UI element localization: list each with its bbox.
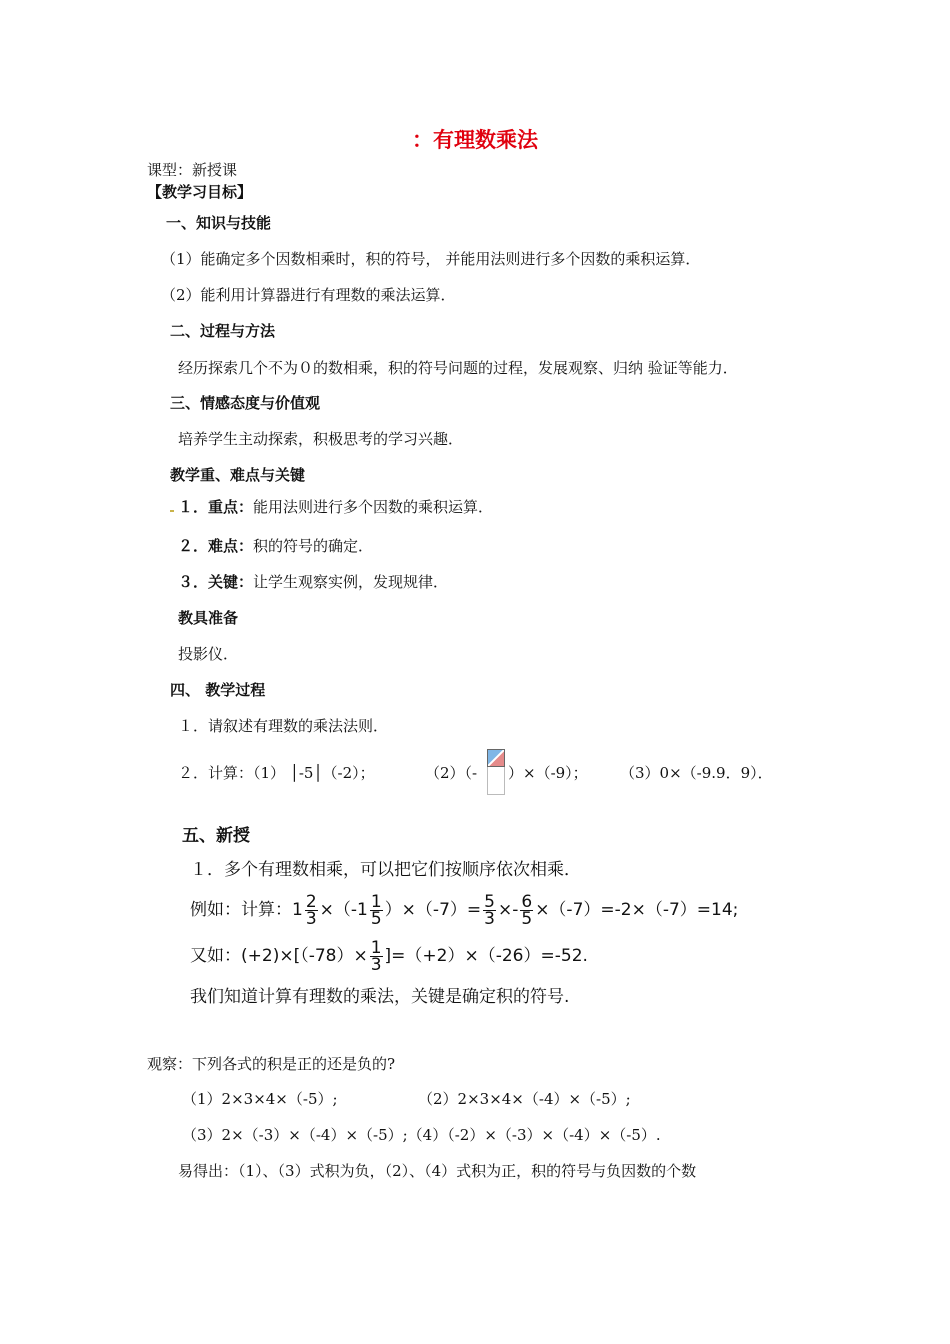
section1-item2: （2）能利用计算器进行有理数的乘法运算． [161, 286, 456, 304]
calc-2-start: （2）（- [425, 764, 478, 782]
observe-q1: （1）2×3×4×（-5）; [182, 1090, 338, 1108]
observe-q2: （2）2×3×4×（-4）×（-5）; [418, 1090, 631, 1108]
key-point-1 [178, 497, 493, 517]
section1-item1: （1）能确定多个因数相乘时，积的符号， 并能用法则进行多个因数的乘积运算． [161, 250, 701, 268]
observe-conclusion: 易得出：（1）、（3）式积为负，（2）、（4）式积为正，积的符号与负因数的个数 [178, 1162, 697, 1180]
section4-heading: 四、 教学过程 [170, 681, 266, 699]
sign-note: 我们知道计算有理数的乘法，关键是确定积的符号. [190, 987, 570, 1007]
key-points-heading: 教学重、难点与关键 [170, 466, 306, 484]
section4-item1: １．请叙述有理数的乘法法则． [178, 717, 389, 735]
key-point-1-text: 能用法则进行多个因数的乘积运算． [253, 498, 494, 516]
example-2-tail: ]=（+2）×（-26）=-52. [384, 946, 588, 966]
fraction-six-fifths: $\frac{6}{5}$ [521, 891, 533, 929]
calc-label: ２．计算：（1） [178, 764, 286, 782]
edit-mark [170, 510, 174, 512]
fraction-one-fifth: $\frac{1}{5}$ [370, 891, 382, 929]
section3-heading: 三、情感态度与价值观 [170, 394, 321, 412]
section1-heading: 一、知识与技能 [166, 214, 272, 232]
tools-heading: 教具准备 [178, 609, 239, 627]
section3-text: 培养学生主动探索，积极思考的学习兴趣． [178, 430, 464, 448]
tools-text: 投影仪． [178, 645, 239, 663]
broken-image-icon [487, 749, 505, 797]
observe-intro: 观察：下列各式的积是正的还是负的? [147, 1055, 396, 1073]
key-point-1-label: １．重点： [178, 498, 254, 516]
calc-3: （3）0×（-9.9．9）． [620, 764, 773, 782]
multiply-rule: １．多个有理数相乘，可以把它们按顺序依次相乘． [190, 860, 581, 880]
key-point-3-label: ３．关键： [178, 573, 254, 591]
calc-1: │-5│（-2）； [289, 764, 375, 782]
goals-heading: 【教学习目标】 [147, 183, 253, 201]
example-1-prefix: 例如：计算：1 [190, 900, 303, 920]
example-2 [190, 932, 588, 980]
example-2-prefix: 又如：(+2)×[（-78）× [190, 946, 368, 966]
key-point-2-text: 积的符号的确定． [253, 537, 374, 555]
section4-item2 [178, 763, 375, 783]
fraction-one-third: $\frac{1}{3}$ [370, 937, 382, 975]
example-1: 例如：计算：1 $\frac{2}{3}$ ×（-1 $\frac{1}{5}$ ）×（-7）= $\frac{5}{3}$ ×- $\frac{6}{5}$ ×（-7）=-2×（-7）=14; [190, 891, 739, 929]
section2-text: 经历探索几个不为０的数相乘，积的符号问题的过程，发展观察、归纳 验证等能力． [178, 359, 738, 377]
section2-heading: 二、过程与方法 [170, 322, 276, 340]
course-type: 课型：新授课 [147, 161, 238, 179]
calc-2-end: ）×（-9）； [508, 764, 588, 782]
observe-q3-q4: （3）2×（-3）×（-4）×（-5）;（4）（-2）×（-3）×（-4）×（-5）. [182, 1126, 661, 1144]
document-title: ：有理数乘法 [412, 128, 538, 152]
key-point-2-label: ２．难点： [178, 537, 254, 555]
key-point-3 [178, 572, 448, 592]
key-point-3-text: 让学生观察实例，发现规律． [253, 573, 449, 591]
fraction-two-thirds: $\frac{2}{3}$ [305, 891, 317, 929]
section5-heading: 五、新授 [182, 826, 250, 846]
example-1-tail: ×（-7）=-2×（-7）=14; [535, 900, 739, 920]
fraction-five-thirds: $\frac{5}{3}$ [484, 891, 495, 929]
key-point-2 [178, 536, 373, 556]
